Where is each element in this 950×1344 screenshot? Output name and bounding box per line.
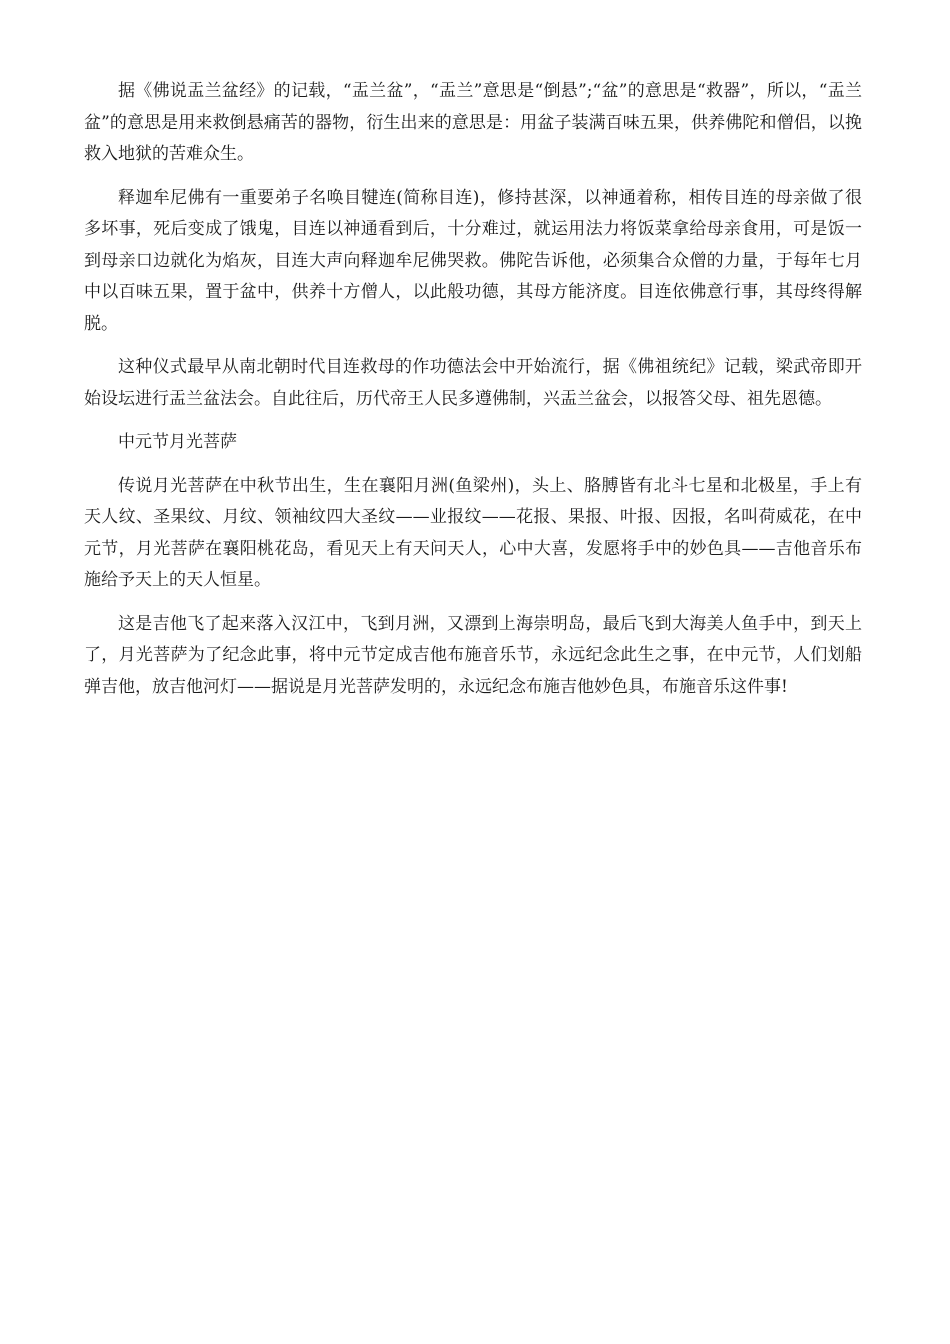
document-body: [84, 76, 862, 715]
section-heading: 中元节月光菩萨: [118, 432, 237, 452]
paragraph-moonlight-bodhisattva-legend: 传说月光菩萨在中秋节出生，生在襄阳月洲(鱼梁州)，头上、胳膊皆有北斗七星和北极星，手上有天人纹、圣果纹、月纹、领袖纹四大圣纹——业报纹——花报、果报、叶报、因报，名叫荷威花，在中元节，月光菩萨在襄阳桃花岛，看见天上有天问天人，心中大喜，发愿将手中的妙色具——吉他音乐布施给予天上的天人恒星。: [84, 475, 862, 590]
paragraph-mulian-story: 释迦牟尼佛有一重要弟子名唤目犍连(简称目连)，修持甚深，以神通着称，相传目连的母亲做了很多坏事，死后变成了饿鬼，目连以神通看到后，十分难过，就运用法力将饭菜拿给母亲食用，可是饭一到母亲口边就化为焰灰，目连大声向释迦牟尼佛哭救。佛陀告诉他，必须集合众僧的力量，于每年七月中以百味五果，置于盆中，供养十方僧人，以此般功德，其母方能济度。目连依佛意行事，其母终得解脱。: [84, 187, 862, 334]
paragraph-ceremony-history: 这种仪式最早从南北朝时代目连救母的作功德法会中开始流行，据《佛祖统纪》记载，梁武帝即开始设坛进行盂兰盆法会。自此往后，历代帝王人民多遵佛制，兴盂兰盆会，以报答父母、祖先恩德。: [84, 357, 862, 409]
paragraph-guitar-festival: 这是吉他飞了起来落入汉江中，飞到月洲，又漂到上海崇明岛，最后飞到大海美人鱼手中，到天上了，月光菩萨为了纪念此事，将中元节定成吉他布施音乐节，永远纪念此生之事，在中元节，人们划船弹吉他，放吉他河灯——据说是月光菩萨发明的，永远纪念布施吉他妙色具，布施音乐这件事!: [84, 613, 862, 697]
paragraph-yulanpen-meaning: 据《佛说盂兰盆经》的记载，“盂兰盆”，“盂兰”意思是“倒悬”;“盆”的意思是“救器”，所以，“盂兰盆”的意思是用来救倒悬痛苦的器物，衍生出来的意思是：用盆子装满百味五果，供养佛陀和僧侣，以挽救入地狱的苦难众生。: [84, 81, 862, 164]
